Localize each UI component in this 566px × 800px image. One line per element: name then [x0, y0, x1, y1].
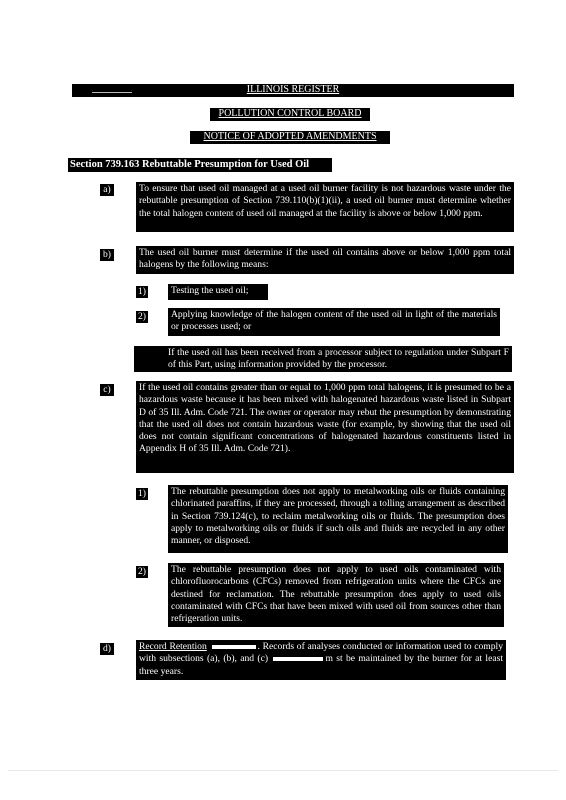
scan-artifact	[92, 92, 132, 93]
item-b2-label: 2)	[138, 311, 146, 322]
item-d-label: d)	[100, 643, 114, 655]
item-d-text-part1: . Records of analyses conducted or information used to comply with subsections (a), (b), and (c)	[139, 641, 504, 665]
item-a-text: To ensure that used oil managed at a used oil burner facility is not hazardous waste under the rebuttable presumption of Section 739.110(b)(1)(ii), a used oil burner must determine whether the total halogen content of used oil managed at the facility is above or below 1,000 ppm.	[136, 182, 514, 232]
item-a-label: a)	[100, 184, 114, 196]
notice-header: NOTICE OF ADOPTED AMENDMENTS	[190, 131, 390, 144]
item-c2-text: The rebuttable presumption does not apply to used oils contaminated with chlorofluorocarbons (CFCs) removed from refrigeration units where the CFCs are destined for reclamation. The rebuttable presumption does apply to used oils contaminated with CFCs that have been mixed with used oil from sources other than refrigeration units.	[168, 563, 504, 627]
item-b-text: The used oil burner must determine if the used oil contains above or below 1,000 ppm total halogens by the following means:	[136, 246, 514, 274]
redaction-mark-1	[212, 645, 256, 649]
redaction-mark-2	[273, 657, 323, 661]
record-retention-heading: Record Retention	[139, 641, 207, 652]
item-b1-label: 1)	[138, 286, 146, 297]
item-b1-text: Testing the used oil;	[168, 284, 268, 300]
board-header: POLLUTION CONTROL BOARD	[210, 108, 370, 121]
item-c1-label: 1)	[138, 488, 146, 499]
register-header: ILLINOIS REGISTER	[72, 84, 514, 97]
section-title: Section 739.163 Rebuttable Presumption for Used Oil	[68, 158, 332, 172]
item-d-text-part2: m st be maintained by the burner for at least three years.	[139, 653, 504, 677]
item-c-label: c)	[100, 384, 114, 396]
item-c2-label: 2)	[138, 566, 146, 577]
item-c1-text: The rebuttable presumption does not apply to metalworking oils or fluids containing chlorinated paraffins, if they are processed, through a tolling arrangement as described in Section 739.124(c), to reclaim metalworking oils or fluids. The presumption does apply to metalworking oils or fluids if such oils and fluids are recycled in any other manner, or disposed.	[168, 485, 508, 553]
item-c-text: If the used oil contains greater than or equal to 1,000 ppm total halogens, it is presumed to be a hazardous waste because it has been mixed with halogenated hazardous waste listed in Subpart D of 35 Ill. Adm. Code 721. The owner or operator may rebut the presumption by demonstrating that the used oil does not contain hazardous waste (for example, by showing that the used oil does not contain significant concentrations of halogenated hazardous constituents listed in Appendix H of 35 Ill. Adm. Code 721).	[136, 381, 514, 473]
item-d-text	[136, 640, 506, 680]
item-b2-text: Applying knowledge of the halogen content of the used oil in light of the materials or processes used; or	[168, 308, 500, 336]
scan-artifact	[8, 770, 558, 771]
item-b-label: b)	[100, 249, 114, 261]
item-b3-text: If the used oil has been received from a processor subject to regulation under Subpart F of this Part, using information provided by the processor.	[134, 346, 512, 372]
